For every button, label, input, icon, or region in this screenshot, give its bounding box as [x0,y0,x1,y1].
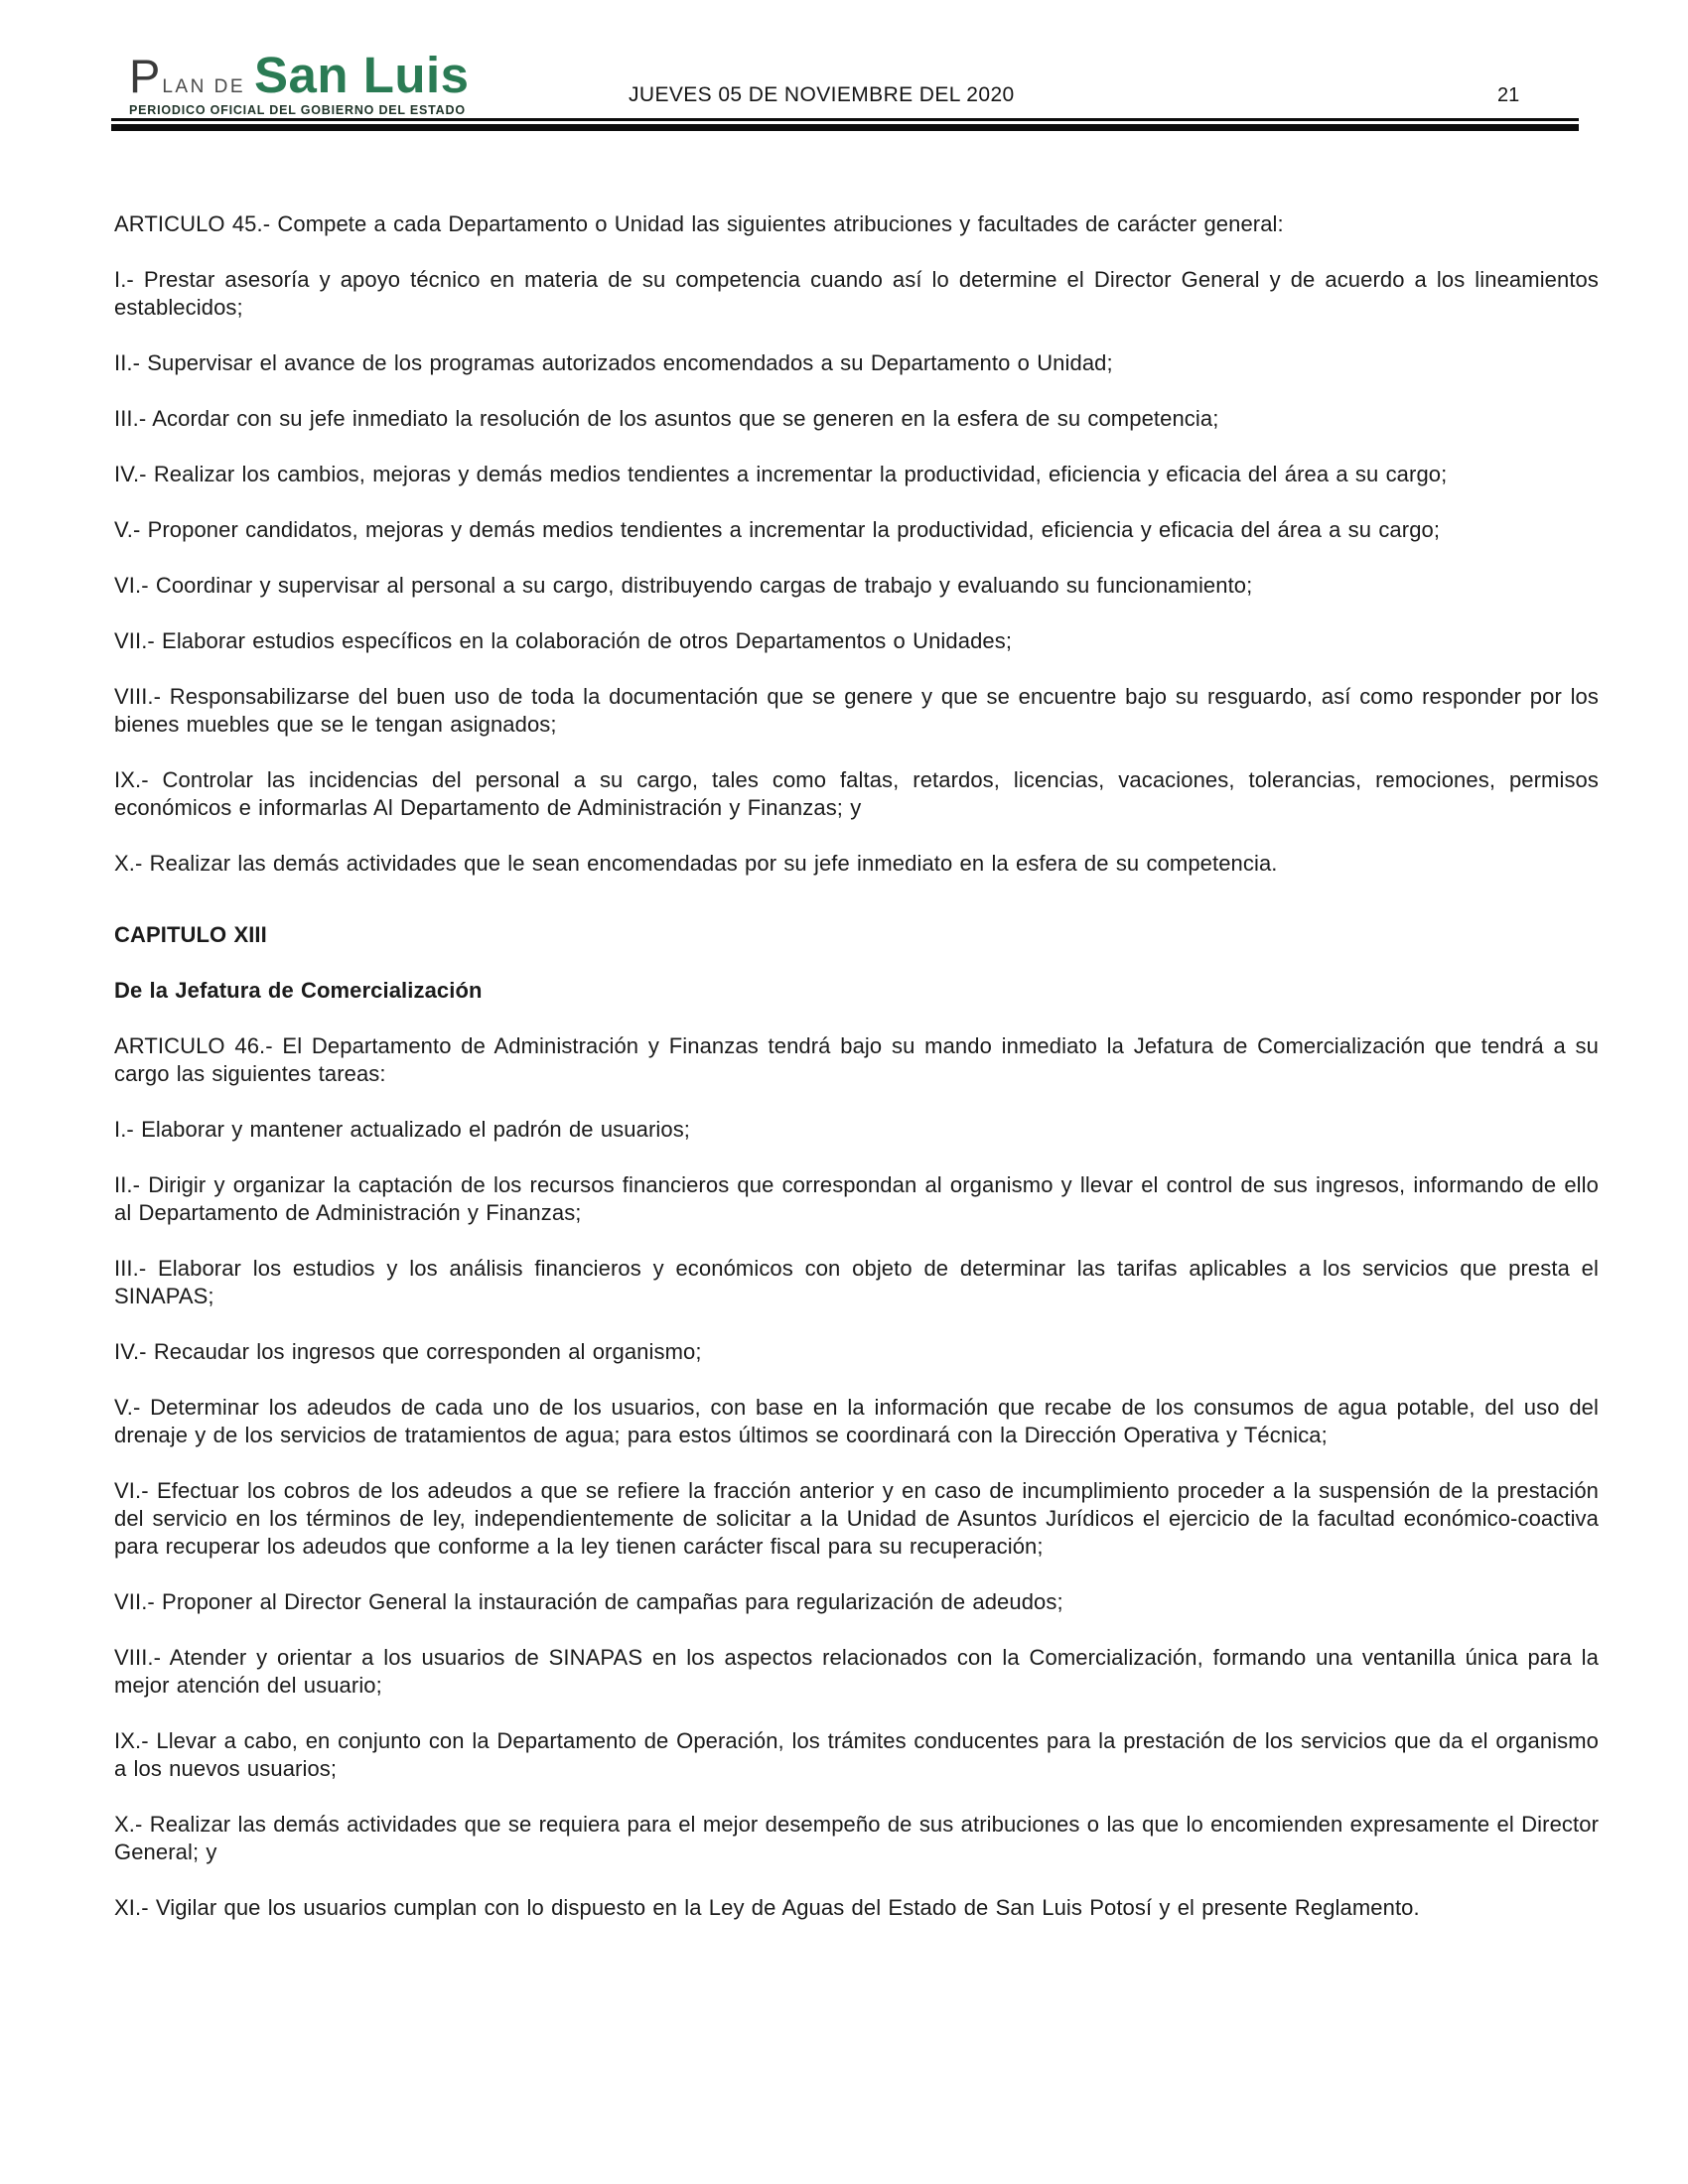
art45-fraction-iii: III.- Acordar con su jefe inmediato la resolución de los asuntos que se generen en la esfera de su competencia; [114,406,1219,431]
art46-fraction-i: I.- Elaborar y mantener actualizado el padrón de usuarios; [114,1117,691,1142]
art45-fraction-i: I.- Prestar asesoría y apoyo técnico en materia de su competencia cuando así lo determine el Director General y de acuerdo a los lineamientos establecidos; [114,267,1599,320]
art46-fraction-x: X.- Realizar las demás actividades que se requiera para el mejor desempeño de sus atribuciones o las que lo encomienden expresamente el Director General; y [114,1812,1599,1864]
art46-fraction-vi: VI.- Efectuar los cobros de los adeudos a que se refiere la fracción anterior y en caso de incumplimiento proceder a la suspensión de la prestación del servicio en los términos de ley, independientemente de solicitar a la Unidad de Asuntos Jurídicos el ejercicio de la facultad económico-coactiva para recuperar los adeudos que conforme a la ley tienen carácter fiscal para su recuperación; [114,1478,1599,1559]
art45-fraction-iv: IV.- Realizar los cambios, mejoras y demás medios tendientes a incrementar la productividad, eficiencia y eficacia del área a su cargo; [114,462,1448,486]
art46-fraction-ii: II.- Dirigir y organizar la captación de los recursos financieros que correspondan al organismo y llevar el control de sus ingresos, informando de ello al Departamento de Administración y Finanzas; [114,1172,1599,1225]
logo-subtitle: PERIODICO OFICIAL DEL GOBIERNO DEL ESTADO [129,103,466,117]
logo-plan-initial: P [129,50,161,102]
art45-fraction-v: V.- Proponer candidatos, mejoras y demás medios tendientes a incrementar la productividad, eficiencia y eficacia del área a su cargo; [114,517,1441,542]
header-rule-thick [111,124,1579,131]
art46-fraction-iii: III.- Elaborar los estudios y los análisis financieros y económicos con objeto de determinar las tarifas aplicables a los servicios que presta el SINAPAS; [114,1256,1599,1308]
art45-fraction-ii: II.- Supervisar el avance de los programas autorizados encomendados a su Departamento o Unidad; [114,350,1113,375]
art46-fraction-ix: IX.- Llevar a cabo, en conjunto con la Departamento de Operación, los trámites conducentes para la prestación de los servicios que da el organismo a los nuevos usuarios; [114,1728,1599,1781]
art46-fraction-xi: XI.- Vigilar que los usuarios cumplan con lo dispuesto en la Ley de Aguas del Estado de San Luis Potosí y el presente Reglamento. [114,1895,1420,1920]
logo-wordmark [129,47,470,103]
art45-fraction-ix: IX.- Controlar las incidencias del personal a su cargo, tales como faltas, retardos, licencias, vacaciones, tolerancias, remociones, permisos económicos e informarlas Al Departamento de Administración y Finanzas; y [114,767,1599,820]
header-divider [111,118,1579,131]
chapter-heading: CAPITULO XIII [114,922,267,947]
logo-plan-rest: LAN DE [162,76,245,97]
art45-fraction-viii: VIII.- Responsabilizarse del buen uso de toda la documentación que se genere y que se encuentre bajo su resguardo, así como responder por los bienes muebles que se le tengan asignados; [114,684,1599,737]
logo-san-luis: San Luis [254,47,470,103]
art46-fraction-v: V.- Determinar los adeudos de cada uno de los usuarios, con base en la información que recabe de los consumos de agua potable, del uso del drenaje y de los servicios de tratamientos de agua; para estos últimos se coordinará con la Dirección Operativa y Técnica; [114,1395,1599,1447]
art45-fraction-vii: VII.- Elaborar estudios específicos en la colaboración de otros Departamentos o Unidades; [114,628,1013,653]
art46-fraction-viii: VIII.- Atender y orientar a los usuarios de SINAPAS en los aspectos relacionados con la Comercialización, formando una ventanilla única para la mejor atención del usuario; [114,1645,1599,1698]
page-number: 21 [1497,84,1520,106]
article-45-intro: ARTICULO 45.- Compete a cada Departamento o Unidad las siguientes atribuciones y facultades de carácter general: [114,211,1284,236]
art46-fraction-vii: VII.- Proponer al Director General la instauración de campañas para regularización de adeudos; [114,1589,1063,1614]
document-body [114,210,1599,1950]
chapter-subheading: De la Jefatura de Comercialización [114,978,483,1003]
art46-fraction-iv: IV.- Recaudar los ingresos que corresponden al organismo; [114,1339,702,1364]
header-date: JUEVES 05 DE NOVIEMBRE DEL 2020 [629,83,1015,106]
art45-fraction-x: X.- Realizar las demás actividades que le sean encomendadas por su jefe inmediato en la esfera de su competencia. [114,851,1278,876]
article-46-intro: ARTICULO 46.- El Departamento de Administración y Finanzas tendrá bajo su mando inmediato la Jefatura de Comercialización que tendrá a su cargo las siguientes tareas: [114,1033,1599,1086]
art45-fraction-vi: VI.- Coordinar y supervisar al personal a su cargo, distribuyendo cargas de trabajo y evaluando su funcionamiento; [114,573,1253,598]
gazette-logo [129,47,470,117]
